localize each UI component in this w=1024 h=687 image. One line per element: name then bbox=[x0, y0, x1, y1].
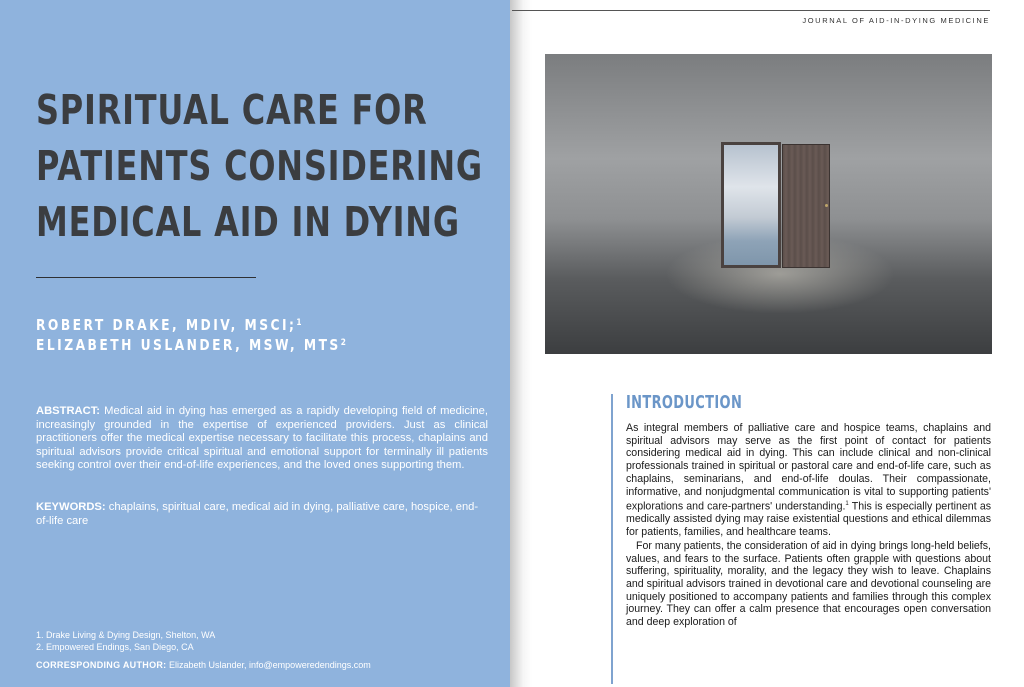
open-door bbox=[782, 144, 830, 268]
left-page bbox=[0, 0, 510, 687]
body-text bbox=[626, 422, 991, 629]
affiliations bbox=[36, 630, 488, 653]
citation-mark: 1 bbox=[845, 501, 849, 508]
author-name: ELIZABETH USLANDER, MSW, MTS bbox=[36, 336, 341, 354]
author-affiliation-mark: 1 bbox=[296, 318, 302, 328]
paragraph-text: This is especially pertinent as medically assisted dying may raise existential questions and ethical dilemmas for patients, families, and healthcare teams. bbox=[626, 500, 992, 539]
author-list bbox=[36, 315, 346, 355]
abstract-label: ABSTRACT: bbox=[36, 405, 101, 417]
keywords-label: KEYWORDS: bbox=[36, 501, 106, 513]
keywords-text: chaplains, spiritual care, medical aid in dying, palliative care, hospice, end-of-life care bbox=[36, 501, 479, 527]
title-line: SPIRITUAL CARE FOR bbox=[36, 86, 428, 134]
affiliation-item: 2. Empowered Endings, San Diego, CA bbox=[36, 641, 194, 652]
corresponding-author bbox=[36, 660, 488, 670]
keywords bbox=[36, 501, 488, 528]
page-spine-shadow bbox=[510, 0, 532, 687]
title-line: PATIENTS CONSIDERING bbox=[36, 142, 483, 190]
paragraph: For many patients, the consideration of aid in dying brings long-held beliefs, values, and fears to the surface. Patients often grapple with questions about suffering, spirituality, morality, and the legacy they wish to leave. Chaplains and spiritual advisors trained in devotional care and devotional counseling are uniquely positioned to accompany patients and families through this complex journey. They can offer a calm presence that encourages open conversation and deep exploration of bbox=[626, 539, 991, 629]
paragraph-text: As integral members of palliative care and hospice teams, chaplains and spiritual advisors may serve as the first point of contact for patients considering medical aid in dying. This can include clinical and non-clinical professionals trained in spiritual or pastoral care and end-of-life care, such as chaplains, seminarians, and end-of-life doulas. Their compassionate, informative, and nonjudgmental communication is vital to supporting patients' explorations and care-partners' understanding. bbox=[626, 422, 991, 513]
abstract bbox=[36, 405, 488, 473]
paragraph bbox=[626, 422, 991, 539]
author-affiliation-mark: 2 bbox=[340, 338, 346, 348]
hero-image-open-door bbox=[545, 54, 992, 354]
affiliation-item: 1. Drake Living & Dying Design, Shelton, WA bbox=[36, 630, 216, 640]
door-knob bbox=[825, 204, 828, 207]
author-line bbox=[36, 335, 346, 355]
door-frame-sky-view bbox=[721, 142, 781, 268]
title-line: MEDICAL AID IN DYING bbox=[36, 198, 460, 246]
author-line bbox=[36, 315, 346, 335]
article-title bbox=[36, 82, 483, 250]
abstract-text: Medical aid in dying has emerged as a rapidly developing field of medicine, increasingly grounded in the expertise of experienced providers. Just as clinical practitioners offer the medical expertise necessary to facilitate this process, chaplains and spiritual advisors provide critical spiritual and emotional support for terminally ill patients seeking control over their end-of-life experiences, and the loved ones supporting them. bbox=[36, 405, 488, 472]
header-rule bbox=[512, 10, 990, 11]
section-heading: INTRODUCTION bbox=[626, 392, 743, 413]
journal-name: JOURNAL OF AID-IN-DYING MEDICINE bbox=[802, 16, 990, 25]
section-accent-rule bbox=[611, 394, 613, 684]
title-divider bbox=[36, 277, 256, 278]
corresponding-text: Elizabeth Uslander, info@empoweredendings.com bbox=[168, 660, 371, 670]
author-name: ROBERT DRAKE, MDIV, MSCI; bbox=[36, 316, 297, 334]
corresponding-label: CORRESPONDING AUTHOR: bbox=[36, 660, 167, 670]
